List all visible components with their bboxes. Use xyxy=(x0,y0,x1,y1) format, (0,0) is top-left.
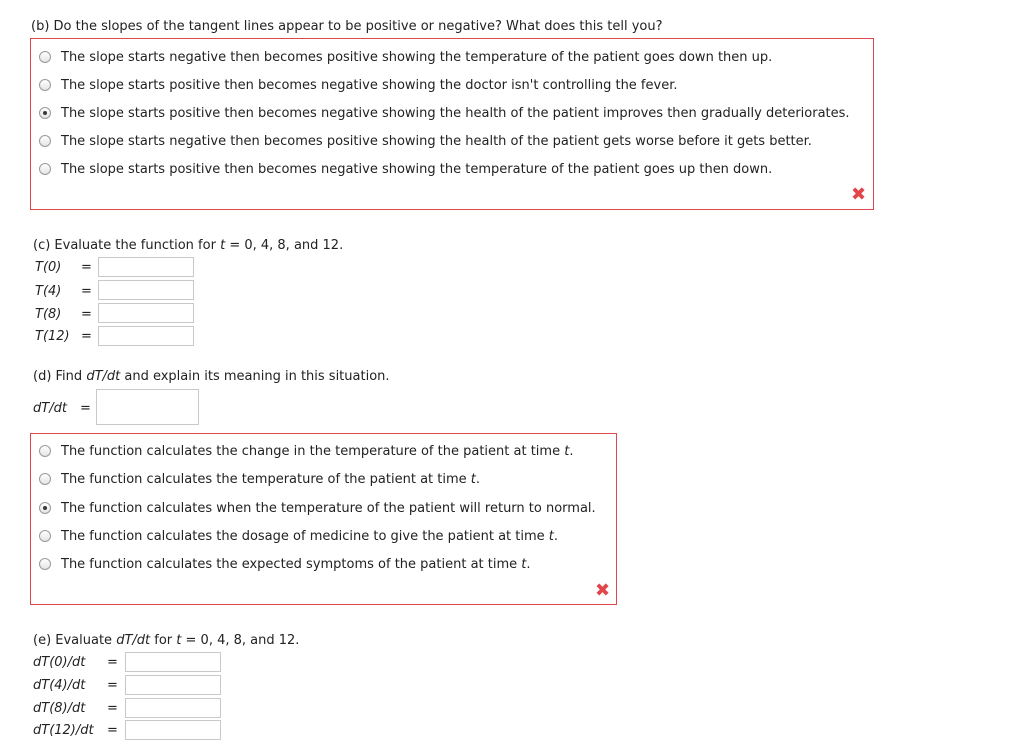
dt0-label: dT(0)/dt xyxy=(33,654,86,670)
equals-sign: = xyxy=(107,722,118,738)
question-mid: for xyxy=(154,633,173,648)
question-variable: t xyxy=(220,238,226,253)
radio-button[interactable] xyxy=(39,558,51,570)
equals-sign: = xyxy=(107,654,118,670)
t12-input[interactable] xyxy=(98,326,194,346)
part-c-question xyxy=(33,238,343,253)
option-label: The slope starts positive then becomes negative showing the temperature of the patient goes up then down. xyxy=(61,161,773,177)
dt8-label: dT(8)/dt xyxy=(33,700,86,716)
part-b-option-1[interactable] xyxy=(39,47,772,67)
option-label: The slope starts negative then becomes positive showing the health of the patient gets worse before it gets better. xyxy=(61,133,812,149)
option-label: The function calculates when the temperature of the patient will return to normal. xyxy=(61,500,596,516)
question-prefix: (e) Evaluate xyxy=(33,633,113,648)
part-b-option-5[interactable] xyxy=(39,159,772,179)
equals-sign: = xyxy=(81,283,92,299)
radio-button[interactable] xyxy=(39,530,51,542)
t8-label: T(8) xyxy=(35,306,62,322)
radio-button-selected[interactable] xyxy=(39,107,51,119)
part-b-answer-box xyxy=(30,38,874,210)
part-b-question: (b) Do the slopes of the tangent lines appear to be positive or negative? What does this tell you? xyxy=(31,19,663,34)
t0-label: T(0) xyxy=(35,259,62,275)
t4-row xyxy=(35,281,92,301)
t12-row xyxy=(35,326,92,346)
dt0-input[interactable] xyxy=(125,652,221,672)
equals-sign: = xyxy=(107,700,118,716)
radio-button[interactable] xyxy=(39,51,51,63)
t8-row xyxy=(35,304,92,324)
option-variable: t xyxy=(521,556,527,572)
part-d-option-3[interactable] xyxy=(39,498,596,518)
option-variable: t xyxy=(470,471,476,487)
part-d-option-2[interactable] xyxy=(39,469,480,489)
part-b-option-2[interactable] xyxy=(39,75,677,95)
question-suffix: = 0, 4, 8, and 12. xyxy=(229,238,344,253)
option-end: . xyxy=(553,528,559,544)
incorrect-x-icon: ✖ xyxy=(595,580,611,601)
dt12-input[interactable] xyxy=(125,720,221,740)
t4-input[interactable] xyxy=(98,280,194,300)
option-label: The slope starts positive then becomes negative showing the health of the patient improves then gradually deteriorates. xyxy=(61,105,850,121)
equals-sign: = xyxy=(80,400,91,416)
dt4-input[interactable] xyxy=(125,675,221,695)
dt8-row xyxy=(33,698,118,718)
option-label: The function calculates the change in the temperature of the patient at time xyxy=(61,443,561,459)
option-label: The slope starts positive then becomes negative showing the doctor isn't controlling the fever. xyxy=(61,77,678,93)
part-b-option-4[interactable] xyxy=(39,131,812,151)
equals-sign: = xyxy=(107,677,118,693)
equals-sign: = xyxy=(81,259,92,275)
part-b-option-3[interactable] xyxy=(39,103,850,123)
dt12-label: dT(12)/dt xyxy=(33,722,94,738)
dt4-row xyxy=(33,675,118,695)
part-d-option-1[interactable] xyxy=(39,441,573,461)
dtdt-input[interactable] xyxy=(96,389,199,425)
t8-input[interactable] xyxy=(98,303,194,323)
t4-label: T(4) xyxy=(35,283,62,299)
equals-sign: = xyxy=(81,306,92,322)
option-label: The slope starts negative then becomes positive showing the temperature of the patient goes down then up. xyxy=(61,49,773,65)
dtdt-row xyxy=(33,398,91,418)
t0-input[interactable] xyxy=(98,257,194,277)
question-suffix: = 0, 4, 8, and 12. xyxy=(185,633,300,648)
t12-label: T(12) xyxy=(35,328,70,344)
part-e-question xyxy=(33,633,299,648)
part-d-answer-box xyxy=(30,433,617,605)
part-d-option-5[interactable] xyxy=(39,554,531,574)
question-suffix: and explain its meaning in this situation. xyxy=(124,369,390,384)
question-prefix: (c) Evaluate the function for xyxy=(33,238,216,253)
radio-button-selected[interactable] xyxy=(39,502,51,514)
option-label: The function calculates the temperature of the patient at time xyxy=(61,471,467,487)
radio-button[interactable] xyxy=(39,163,51,175)
part-d-option-4[interactable] xyxy=(39,526,558,546)
dt0-row xyxy=(33,652,118,672)
option-end: . xyxy=(526,556,531,572)
part-d-question xyxy=(33,369,390,384)
option-end: . xyxy=(569,443,574,459)
dt4-label: dT(4)/dt xyxy=(33,677,86,693)
dt12-row xyxy=(33,720,118,740)
option-variable: t xyxy=(564,443,570,459)
question-prefix: (d) Find xyxy=(33,369,83,384)
dtdt-label: dT/dt xyxy=(33,400,67,416)
incorrect-x-icon: ✖ xyxy=(851,184,867,205)
option-label: The function calculates the expected symptoms of the patient at time xyxy=(61,556,518,572)
option-variable: t xyxy=(548,528,554,544)
t0-row xyxy=(35,257,92,277)
radio-button[interactable] xyxy=(39,445,51,457)
question-variable-t: t xyxy=(176,633,182,648)
option-end: . xyxy=(475,471,481,487)
radio-button[interactable] xyxy=(39,79,51,91)
dt8-input[interactable] xyxy=(125,698,221,718)
radio-button[interactable] xyxy=(39,473,51,485)
question-variable: dT/dt xyxy=(116,633,151,648)
option-label: The function calculates the dosage of medicine to give the patient at time xyxy=(61,528,545,544)
question-variable: dT/dt xyxy=(86,369,121,384)
equals-sign: = xyxy=(81,328,92,344)
radio-button[interactable] xyxy=(39,135,51,147)
